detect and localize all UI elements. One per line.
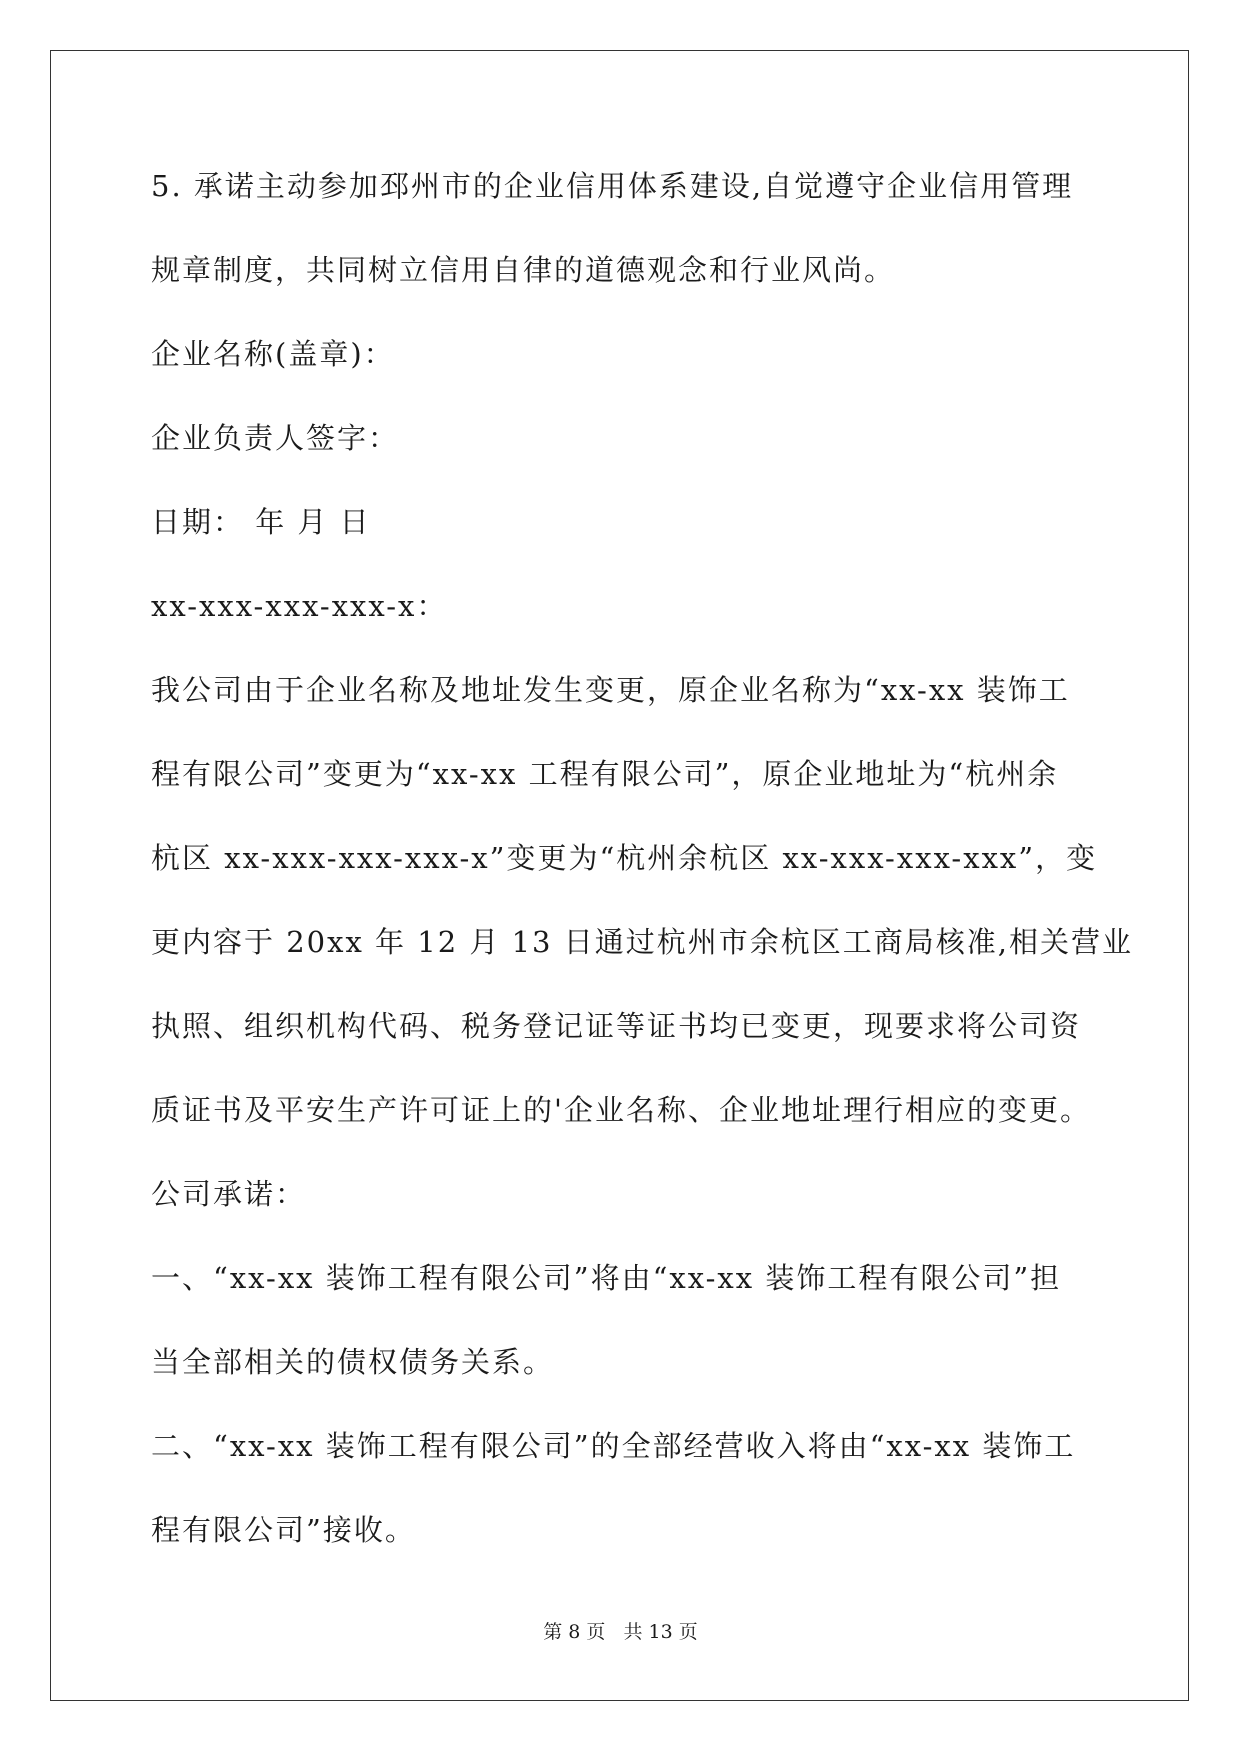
page-footer	[0, 1617, 1241, 1644]
date-field: 日期： 年 月 日	[151, 505, 371, 539]
section-heading: 公司承诺：	[151, 1177, 307, 1211]
paragraph-line: 质证书及平安生产许可证上的'企业名称、企业地址理行相应的变更。	[151, 1093, 1091, 1127]
addressee-line: xx-xxx-xxx-xxx-x：	[151, 589, 448, 623]
paragraph-line: 杭区 xx-xxx-xxx-xxx-x”变更为“杭州余杭区 xx-xxx-xxx-xxx”，变	[151, 841, 1098, 875]
paragraph-line: 更内容于 20xx 年 12 月 13 日通过杭州市余杭区工商局核准,相关营业	[151, 925, 1133, 959]
paragraph-line: 一、“xx-xx 装饰工程有限公司”将由“xx-xx 装饰工程有限公司”担	[151, 1261, 1062, 1295]
paragraph-line: 二、“xx-xx 装饰工程有限公司”的全部经营收入将由“xx-xx 装饰工	[151, 1429, 1076, 1463]
paragraph-line: 当全部相关的债权债务关系。	[151, 1345, 555, 1379]
signature-field: 企业负责人签字：	[151, 421, 400, 455]
paragraph-line: 程有限公司”变更为“xx-xx 工程有限公司”，原企业地址为“杭州余	[151, 757, 1059, 791]
paragraph-line: 5. 承诺主动参加邳州市的企业信用体系建设,自觉遵守企业信用管理	[151, 169, 1074, 203]
paragraph-line: 规章制度，共同树立信用自律的道德观念和行业风尚。	[151, 253, 896, 287]
paragraph-line: 执照、组织机构代码、税务登记证等证书均已变更，现要求将公司资	[151, 1009, 1082, 1043]
page-number: 第 8 页	[543, 1621, 606, 1643]
paragraph-line: 我公司由于企业名称及地址发生变更，原企业名称为“xx-xx 装饰工	[151, 673, 1070, 707]
document-body	[151, 162, 1133, 1590]
page-total: 共 13 页	[623, 1621, 698, 1643]
company-name-field: 企业名称(盖章)：	[151, 337, 395, 371]
paragraph-line: 程有限公司”接收。	[151, 1513, 416, 1547]
